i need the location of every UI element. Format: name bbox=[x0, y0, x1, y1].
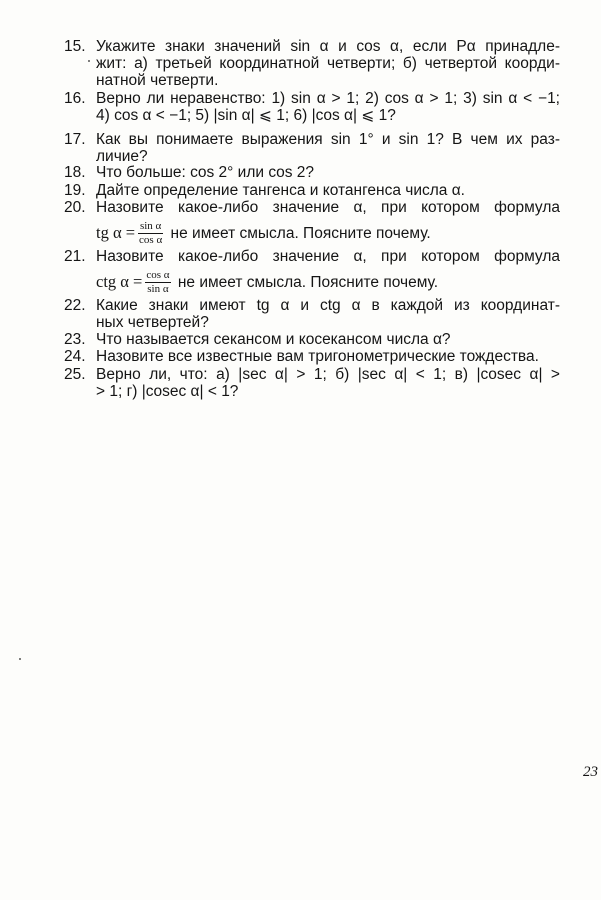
question-22 bbox=[64, 297, 560, 331]
question-line: ных четвертей? bbox=[96, 314, 209, 331]
question-line: Какие знаки имеют tg α и ctg α в каждой из координат- bbox=[96, 297, 560, 314]
question-line: Назовите какое-либо значение α, при котором формула bbox=[96, 248, 560, 265]
scan-speck bbox=[19, 658, 21, 660]
question-line: 4) cos α < −1; 5) |sin α| ⩽ 1; 6) |cos α| ⩽ 1? bbox=[96, 107, 396, 124]
question-16 bbox=[64, 90, 560, 124]
question-number: 19. bbox=[64, 182, 86, 199]
question-number: 21. bbox=[64, 248, 86, 265]
fraction bbox=[138, 221, 163, 246]
question-number: 20. bbox=[64, 199, 86, 216]
fraction-numerator: cos α bbox=[146, 269, 170, 282]
formula-line bbox=[96, 265, 560, 299]
question-number: 15. bbox=[64, 38, 86, 55]
question-24 bbox=[64, 348, 560, 365]
question-number: 25. bbox=[64, 366, 86, 383]
formula-line bbox=[96, 216, 560, 250]
formula-rest: не имеет смысла. Поясните почему. bbox=[177, 274, 439, 291]
question-line: Верно ли неравенство: 1) sin α > 1; 2) cos α > 1; 3) sin α < −1; bbox=[96, 90, 560, 107]
question-number: 18. bbox=[64, 164, 86, 181]
question-number: 22. bbox=[64, 297, 86, 314]
question-25 bbox=[64, 366, 560, 400]
question-number: 24. bbox=[64, 348, 86, 365]
fraction-denominator: sin α bbox=[147, 283, 169, 296]
question-line: Как вы понимаете выражения sin 1° и sin 1? В чем их раз- bbox=[96, 131, 560, 148]
formula-rest: не имеет смысла. Поясните почему. bbox=[170, 225, 431, 242]
question-17 bbox=[64, 131, 560, 165]
question-line: Укажите знаки значений sin α и cos α, если Pα принадле- bbox=[96, 38, 560, 55]
question-number: 16. bbox=[64, 90, 86, 107]
formula-lhs: ctg α = bbox=[96, 272, 143, 291]
question-line: Верно ли, что: а) |sec α| > 1; б) |sec α| < 1; в) |cosec α| > bbox=[96, 366, 560, 383]
question-line: Дайте определение тангенса и котангенса числа α. bbox=[96, 182, 465, 199]
question-line: Что называется секансом и косекансом числа α? bbox=[96, 331, 451, 348]
fraction-numerator: sin α bbox=[139, 220, 162, 233]
question-line: Назовите какое-либо значение α, при котором формула bbox=[96, 199, 560, 216]
question-20 bbox=[64, 199, 560, 250]
question-line: личие? bbox=[96, 148, 148, 165]
question-19 bbox=[64, 182, 560, 199]
formula-lhs: tg α = bbox=[96, 223, 136, 242]
question-21 bbox=[64, 248, 560, 299]
question-18 bbox=[64, 164, 560, 181]
question-line: жит: а) третьей координатной четверти; б) четвертой коорди- bbox=[96, 55, 560, 72]
question-15 bbox=[64, 38, 560, 89]
question-23 bbox=[64, 331, 560, 348]
question-line: Назовите все известные вам тригонометрические тождества. bbox=[96, 348, 539, 365]
question-number: 17. bbox=[64, 131, 86, 148]
scan-speck bbox=[88, 60, 90, 62]
question-number: 23. bbox=[64, 331, 86, 348]
question-line: > 1; г) |cosec α| < 1? bbox=[96, 383, 239, 400]
question-line: Что больше: cos 2° или cos 2? bbox=[96, 164, 315, 181]
fraction bbox=[145, 270, 170, 295]
question-line: натной четверти. bbox=[96, 72, 219, 89]
page-number: 23 bbox=[583, 764, 598, 780]
fraction-denominator: cos α bbox=[139, 234, 163, 247]
